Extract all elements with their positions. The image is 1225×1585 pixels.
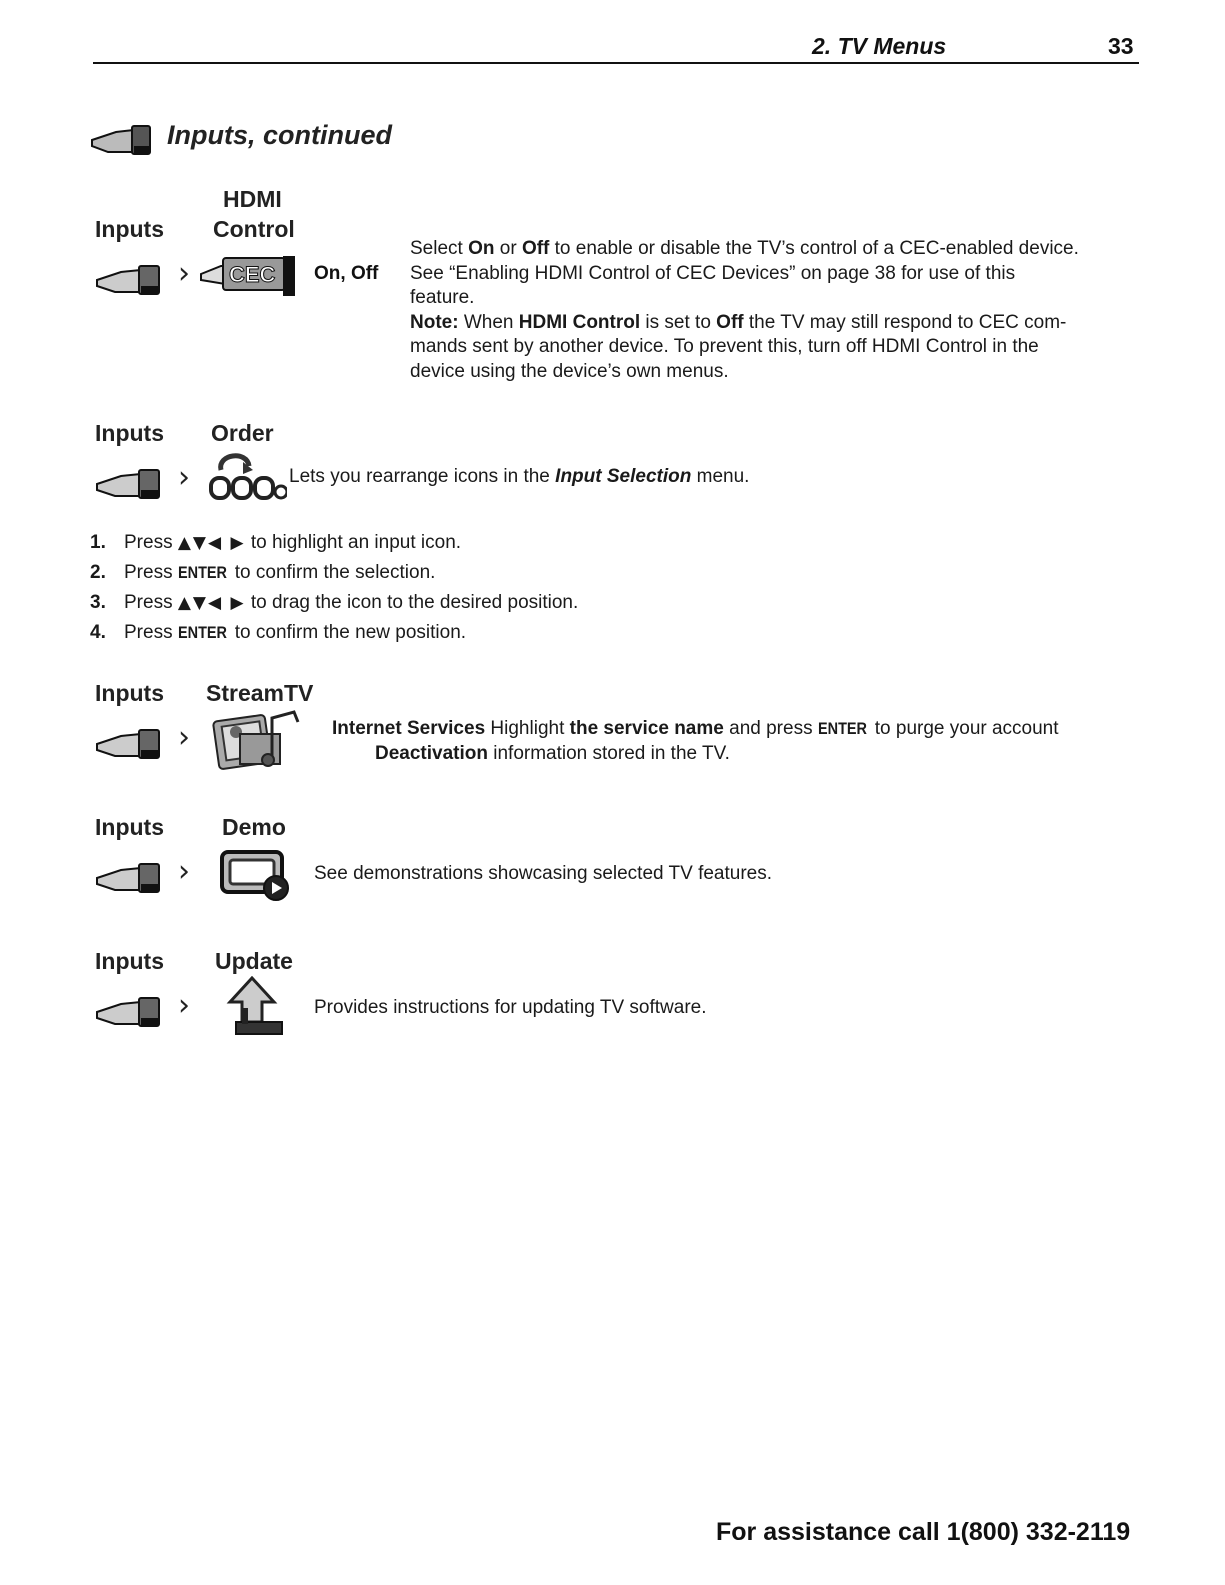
text-span: Press [124, 592, 178, 613]
text-service-name: the service name [569, 718, 724, 739]
text-span: menu. [691, 466, 750, 487]
chevron-right-icon: › [178, 720, 190, 755]
chevron-right-icon: › [178, 988, 190, 1023]
text-span: or [494, 238, 522, 259]
text-span: is set to [640, 311, 717, 333]
list-item [90, 622, 466, 644]
step-number: 2. [90, 562, 106, 583]
text-span: Highlight [485, 718, 570, 739]
enter-key-label: ENTER [177, 623, 227, 642]
hdmi-column-heading-line1: HDMI [223, 186, 282, 212]
cec-icon [199, 250, 301, 298]
text-span: and press [723, 718, 818, 739]
header-section-title: 2. TV Menus [812, 33, 947, 59]
hdmi-desc-line2: See “Enabling HDMI Control of CEC Devices” on page 38 for use of this [410, 262, 1016, 284]
option-internet-services: Internet Services [332, 718, 486, 739]
text-off: Off [716, 311, 744, 333]
note-label: Note: [410, 311, 459, 333]
note-line2: mands sent by another device. To prevent this, turn off HDMI Control in the [410, 336, 1039, 357]
text-off: Off [521, 238, 550, 259]
hdmi-options: On, Off [314, 263, 379, 284]
text-span: Press [124, 532, 178, 553]
order-icon [203, 448, 287, 506]
text-hdmi-control: HDMI Control [518, 311, 641, 333]
order-heading: Order [211, 420, 274, 446]
streamtv-heading: StreamTV [206, 680, 314, 706]
inputs-plug-icon [93, 458, 169, 502]
inputs-plug-icon [93, 852, 169, 896]
list-item [90, 562, 435, 584]
hdmi-column-heading-line2: Control [213, 216, 295, 242]
demo-heading: Demo [222, 814, 286, 840]
text-span: to confirm the new position. [229, 622, 467, 643]
step-number: 4. [90, 622, 106, 643]
footer-assistance: For assistance call 1(800) 332-2119 [716, 1518, 1131, 1546]
text-input-selection: Input Selection [555, 466, 692, 487]
text-span: the TV may still respond to CEC com- [743, 311, 1067, 333]
inputs-plug-icon [93, 254, 169, 298]
enter-key-label: ENTER [177, 563, 227, 582]
chevron-right-icon: › [178, 256, 190, 291]
order-inputs-heading: Inputs [95, 420, 164, 446]
text-span: Press [124, 562, 178, 583]
svg-text:CEC: CEC [229, 262, 276, 287]
text-on: On [468, 238, 495, 259]
hdmi-inputs-heading: Inputs [95, 216, 164, 242]
list-item [90, 532, 461, 554]
demo-description: See demonstrations showcasing selected TV features. [314, 863, 773, 884]
text-span: Lets you rearrange icons in the [289, 466, 556, 487]
demo-icon [218, 846, 294, 902]
header-rule [93, 62, 1139, 64]
chevron-right-icon: › [178, 460, 190, 495]
inputs-plug-icon [93, 718, 169, 762]
arrow-keys-icon: ▲▼◀ ▶ [177, 533, 246, 553]
text-span: When [458, 311, 519, 333]
header-page-number: 33 [1108, 33, 1134, 59]
streamtv-icon [210, 704, 306, 772]
inputs-plug-icon [93, 986, 169, 1030]
text-span: to confirm the selection. [229, 562, 436, 583]
chevron-right-icon: › [178, 854, 190, 889]
demo-inputs-heading: Inputs [95, 814, 164, 840]
update-inputs-heading: Inputs [95, 948, 164, 974]
page-title: Inputs, continued [167, 120, 392, 150]
note-line3: device using the device’s own menus. [410, 360, 729, 382]
list-item [90, 592, 578, 614]
text-span: to enable or disable the TV’s control of a CEC-enabled device. [549, 238, 1079, 259]
update-description: Provides instructions for updating TV software. [314, 997, 707, 1018]
text-span: to highlight an input icon. [245, 532, 462, 553]
option-deactivation: Deactivation [375, 742, 488, 764]
text-span: to purge your account [869, 718, 1059, 739]
enter-key-label: ENTER [817, 719, 867, 738]
hdmi-desc-line3: feature. [410, 287, 475, 308]
streamtv-description [332, 717, 1059, 766]
text-span: Press [124, 622, 178, 643]
inputs-plug-icon [88, 116, 158, 158]
step-number: 1. [90, 532, 106, 553]
text-span: information stored in the TV. [487, 742, 730, 764]
text-span: to drag the icon to the desired position. [245, 592, 579, 613]
streamtv-inputs-heading: Inputs [95, 680, 164, 706]
update-icon [222, 976, 288, 1040]
step-number: 3. [90, 592, 106, 613]
text-span: Select [410, 238, 469, 259]
arrow-keys-icon: ▲▼◀ ▶ [177, 593, 246, 613]
order-description [289, 465, 749, 490]
hdmi-description [410, 237, 1150, 384]
update-heading: Update [215, 948, 293, 974]
